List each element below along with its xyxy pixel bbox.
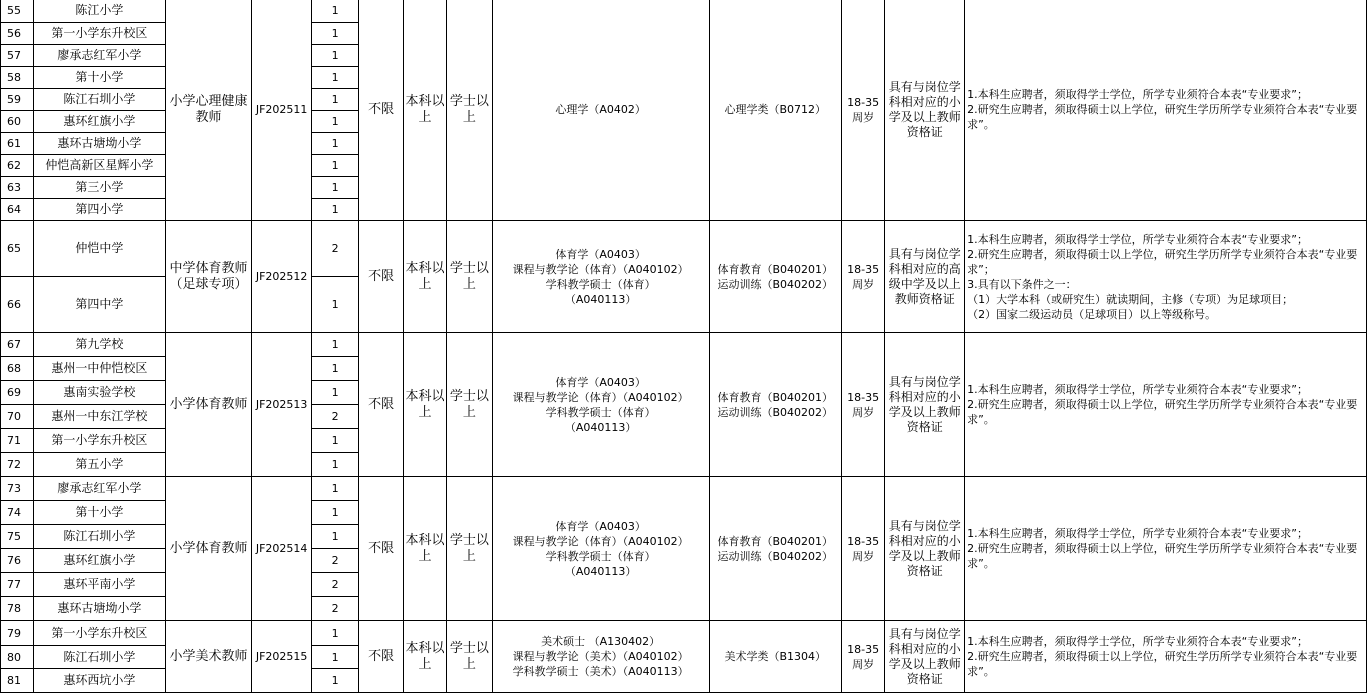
school-name: 惠环平南小学 xyxy=(34,573,165,597)
table-row xyxy=(1,221,1367,277)
position-code: JF202512 xyxy=(252,221,312,333)
position-code: JF202511 xyxy=(252,0,312,221)
degree-requirement: 学士以上 xyxy=(447,477,492,621)
row-number: 75 xyxy=(1,525,34,549)
school-name: 第九学校 xyxy=(34,333,165,357)
gender-requirement: 不限 xyxy=(359,621,403,693)
row-number: 57 xyxy=(1,45,34,67)
school-name: 第一小学东升校区 xyxy=(34,23,165,45)
row-number: 60 xyxy=(1,111,34,133)
education-requirement: 本科以上 xyxy=(403,621,446,693)
hire-count: 2 xyxy=(311,405,358,429)
hire-count: 1 xyxy=(311,155,358,177)
row-number: 76 xyxy=(1,549,34,573)
undergrad-major: 体育学（A0403） 课程与教学论（体育）（A040102） 学科教学硕士（体育） （A040113） xyxy=(492,477,709,621)
qualification-requirement: 具有与岗位学科相对应的小学及以上教师资格证 xyxy=(885,477,965,621)
school-name: 第三小学 xyxy=(34,177,165,199)
other-requirements: 1.本科生应聘者，须取得学士学位，所学专业须符合本表“专业要求”； 2.研究生应聘者，须取得硕士以上学位，研究生学历所学专业须符合本表“专业要求”。 xyxy=(965,477,1367,621)
other-requirements: 1.本科生应聘者，须取得学士学位，所学专业须符合本表“专业要求”； 2.研究生应聘者，须取得硕士以上学位，研究生学历所学专业须符合本表“专业要求”。 xyxy=(965,621,1367,693)
row-number: 63 xyxy=(1,177,34,199)
hire-count: 1 xyxy=(311,23,358,45)
school-name: 惠环西坑小学 xyxy=(34,669,165,693)
school-name: 仲恺高新区星辉小学 xyxy=(34,155,165,177)
row-number: 62 xyxy=(1,155,34,177)
row-number: 72 xyxy=(1,453,34,477)
hire-count: 1 xyxy=(311,621,358,646)
degree-requirement: 学士以上 xyxy=(447,0,492,221)
table-row xyxy=(1,0,1367,23)
row-number: 73 xyxy=(1,477,34,501)
hire-count: 1 xyxy=(311,177,358,199)
gender-requirement: 不限 xyxy=(359,333,403,477)
age-requirement: 18-35 周岁 xyxy=(841,0,884,221)
table-row xyxy=(1,477,1367,501)
hire-count: 1 xyxy=(311,0,358,23)
row-number: 56 xyxy=(1,23,34,45)
school-name: 第十小学 xyxy=(34,67,165,89)
position-code: JF202515 xyxy=(252,621,312,693)
gender-requirement: 不限 xyxy=(359,221,403,333)
education-requirement: 本科以上 xyxy=(403,0,446,221)
education-requirement: 本科以上 xyxy=(403,221,446,333)
school-name: 惠州一中仲恺校区 xyxy=(34,357,165,381)
graduate-major: 体育教育（B040201） 运动训练（B040202） xyxy=(709,221,841,333)
hire-count: 1 xyxy=(311,501,358,525)
graduate-major: 体育教育（B040201） 运动训练（B040202） xyxy=(709,477,841,621)
hire-count: 1 xyxy=(311,111,358,133)
age-requirement: 18-35 周岁 xyxy=(841,621,884,693)
other-requirements: 1.本科生应聘者，须取得学士学位，所学专业须符合本表“专业要求”； 2.研究生应聘者，须取得硕士以上学位，研究生学历所学专业须符合本表“专业要求”。 xyxy=(965,0,1367,221)
hire-count: 1 xyxy=(311,453,358,477)
row-number: 68 xyxy=(1,357,34,381)
school-name: 惠环古塘坳小学 xyxy=(34,133,165,155)
row-number: 80 xyxy=(1,646,34,669)
qualification-requirement: 具有与岗位学科相对应的小学及以上教师资格证 xyxy=(885,333,965,477)
hire-count: 1 xyxy=(311,525,358,549)
hire-count: 1 xyxy=(311,199,358,221)
position-title: 小学体育教师 xyxy=(165,333,252,477)
undergrad-major: 心理学（A0402） xyxy=(492,0,709,221)
school-name: 惠州一中东江学校 xyxy=(34,405,165,429)
school-name: 第四小学 xyxy=(34,199,165,221)
hire-count: 1 xyxy=(311,381,358,405)
school-name: 第十小学 xyxy=(34,501,165,525)
row-number: 67 xyxy=(1,333,34,357)
hire-count: 1 xyxy=(311,333,358,357)
hire-count: 1 xyxy=(311,357,358,381)
other-requirements: 1.本科生应聘者，须取得学士学位，所学专业须符合本表“专业要求”； 2.研究生应聘者，须取得硕士以上学位，研究生学历所学专业须符合本表“专业要求”； 3.具有以下条件之一： （1）大学本科（或研究生）就读期间，主修（专项）为足球项目； （2）国家二级运动员（足球项目）以上等级称号。 xyxy=(965,221,1367,333)
degree-requirement: 学士以上 xyxy=(447,221,492,333)
education-requirement: 本科以上 xyxy=(403,477,446,621)
position-code: JF202514 xyxy=(252,477,312,621)
graduate-major: 美术学类（B1304） xyxy=(709,621,841,693)
row-number: 70 xyxy=(1,405,34,429)
hire-count: 1 xyxy=(311,477,358,501)
school-name: 陈江石圳小学 xyxy=(34,89,165,111)
row-number: 78 xyxy=(1,597,34,621)
table-row xyxy=(1,333,1367,357)
school-name: 廖承志红军小学 xyxy=(34,477,165,501)
school-name: 第四中学 xyxy=(34,277,165,333)
hire-count: 1 xyxy=(311,133,358,155)
graduate-major: 心理学类（B0712） xyxy=(709,0,841,221)
other-requirements: 1.本科生应聘者，须取得学士学位，所学专业须符合本表“专业要求”； 2.研究生应聘者，须取得硕士以上学位，研究生学历所学专业须符合本表“专业要求”。 xyxy=(965,333,1367,477)
qualification-requirement: 具有与岗位学科相对应的小学及以上教师资格证 xyxy=(885,621,965,693)
education-requirement: 本科以上 xyxy=(403,333,446,477)
qualification-requirement: 具有与岗位学科相对应的小学及以上教师资格证 xyxy=(885,0,965,221)
position-title: 小学体育教师 xyxy=(165,477,252,621)
hire-count: 1 xyxy=(311,89,358,111)
school-name: 第一小学东升校区 xyxy=(34,621,165,646)
hire-count: 1 xyxy=(311,429,358,453)
hire-count: 1 xyxy=(311,67,358,89)
degree-requirement: 学士以上 xyxy=(447,333,492,477)
row-number: 58 xyxy=(1,67,34,89)
hire-count: 2 xyxy=(311,573,358,597)
hire-count: 1 xyxy=(311,277,358,333)
school-name: 惠环古塘坳小学 xyxy=(34,597,165,621)
school-name: 陈江石圳小学 xyxy=(34,525,165,549)
position-title: 小学心理健康教师 xyxy=(165,0,252,221)
row-number: 66 xyxy=(1,277,34,333)
school-name: 陈江小学 xyxy=(34,0,165,23)
school-name: 惠南实验学校 xyxy=(34,381,165,405)
position-title: 中学体育教师 （足球专项） xyxy=(165,221,252,333)
hire-count: 2 xyxy=(311,221,358,277)
position-code: JF202513 xyxy=(252,333,312,477)
row-number: 69 xyxy=(1,381,34,405)
hire-count: 2 xyxy=(311,597,358,621)
undergrad-major: 体育学（A0403） 课程与教学论（体育）（A040102） 学科教学硕士（体育） （A040113） xyxy=(492,221,709,333)
school-name: 第五小学 xyxy=(34,453,165,477)
gender-requirement: 不限 xyxy=(359,0,403,221)
gender-requirement: 不限 xyxy=(359,477,403,621)
row-number: 77 xyxy=(1,573,34,597)
school-name: 陈江石圳小学 xyxy=(34,646,165,669)
row-number: 79 xyxy=(1,621,34,646)
position-title: 小学美术教师 xyxy=(165,621,252,693)
degree-requirement: 学士以上 xyxy=(447,621,492,693)
qualification-requirement: 具有与岗位学科相对应的高级中学及以上教师资格证 xyxy=(885,221,965,333)
hire-count: 1 xyxy=(311,45,358,67)
school-name: 第一小学东升校区 xyxy=(34,429,165,453)
row-number: 65 xyxy=(1,221,34,277)
undergrad-major: 美术硕士 （A130402） 课程与教学论（美术）（A040102） 学科教学硕士（美术）（A040113） xyxy=(492,621,709,693)
row-number: 61 xyxy=(1,133,34,155)
table-row xyxy=(1,621,1367,646)
table-body xyxy=(1,0,1367,693)
school-name: 仲恺中学 xyxy=(34,221,165,277)
row-number: 81 xyxy=(1,669,34,693)
hire-count: 1 xyxy=(311,646,358,669)
row-number: 64 xyxy=(1,199,34,221)
age-requirement: 18-35 周岁 xyxy=(841,221,884,333)
row-number: 55 xyxy=(1,0,34,23)
age-requirement: 18-35 周岁 xyxy=(841,333,884,477)
age-requirement: 18-35 周岁 xyxy=(841,477,884,621)
row-number: 74 xyxy=(1,501,34,525)
school-name: 惠环红旗小学 xyxy=(34,111,165,133)
hire-count: 2 xyxy=(311,549,358,573)
school-name: 惠环红旗小学 xyxy=(34,549,165,573)
hire-count: 1 xyxy=(311,669,358,693)
graduate-major: 体育教育（B040201） 运动训练（B040202） xyxy=(709,333,841,477)
undergrad-major: 体育学（A0403） 课程与教学论（体育）（A040102） 学科教学硕士（体育） （A040113） xyxy=(492,333,709,477)
row-number: 59 xyxy=(1,89,34,111)
school-name: 廖承志红军小学 xyxy=(34,45,165,67)
row-number: 71 xyxy=(1,429,34,453)
